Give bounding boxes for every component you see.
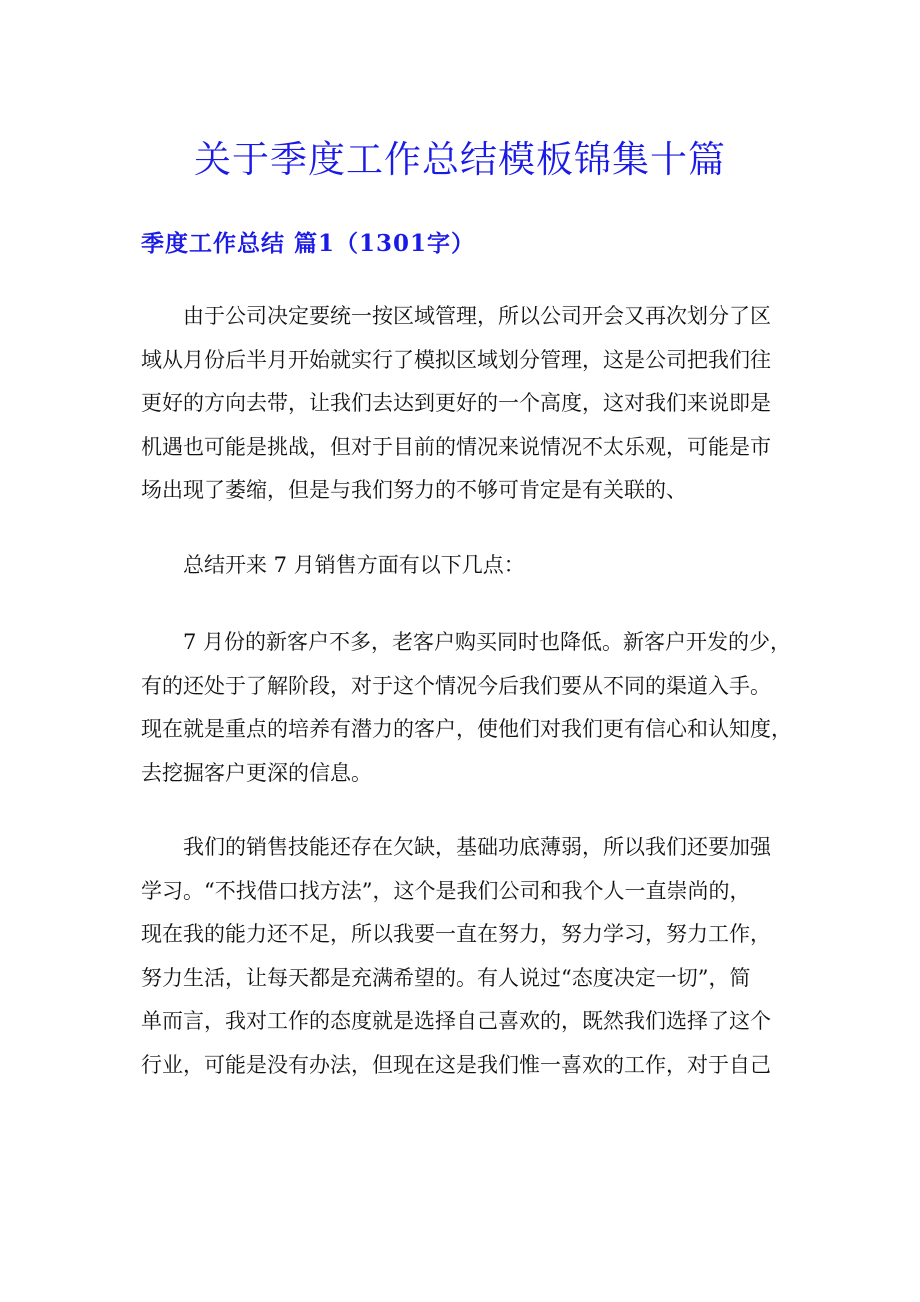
paragraph-line: 现在就是重点的培养有潜力的客户，使他们对我们更有信心和认知度， [141, 717, 792, 741]
paragraph-line: 行业，可能是没有办法，但现在这是我们惟一喜欢的工作，对于自己 [141, 1052, 771, 1077]
paragraph-4 [141, 826, 786, 1087]
paragraph-line: 域从月份后半月开始就实行了模拟区域划分管理，这是公司把我们往 [141, 347, 771, 372]
paragraph-line: 我们的销售技能还存在欠缺，基础功底薄弱，所以我们还要加强 [183, 835, 771, 859]
paragraph-line: 单而言，我对工作的态度就是选择自己喜欢的，既然我们选择了这个 [141, 1009, 771, 1033]
paragraph-line: 由于公司决定要统一按区域管理，所以公司开会又再次划分了区 [183, 304, 771, 328]
paragraph-line: 去挖掘客户更深的信息。 [141, 760, 372, 785]
paragraph-line: 有的还处于了解阶段，对于这个情况今后我们要从不同的渠道入手。 [141, 673, 771, 698]
paragraph-line: 总结开来 7 月销售方面有以下几点： [183, 553, 525, 577]
paragraph-2 [141, 544, 786, 588]
paragraph-line: 现在我的能力还不足，所以我要一直在努力，努力学习，努力工作， [141, 922, 771, 946]
paragraph-1 [141, 295, 786, 513]
paragraph-line: 场出现了萎缩，但是与我们努力的不够可肯定是有关联的、 [141, 478, 687, 502]
paragraph-line: 更好的方向去带，让我们去达到更好的一个高度，这对我们来说即是 [141, 391, 771, 415]
paragraph-line: 努力生活，让每天都是充满希望的。有人说过“态度决定一切”，简 [141, 965, 751, 990]
document-title: 关于季度工作总结模板锦集十篇 [194, 138, 726, 181]
paragraph-3 [141, 621, 792, 795]
section-heading: 季度工作总结 篇1（1301字） [141, 230, 476, 257]
paragraph-line: 机遇也可能是挑战，但对于目前的情况来说情况不太乐观，可能是市 [141, 434, 771, 459]
paragraph-line: 7 月份的新客户不多，老客户购买同时也降低。新客户开发的少， [183, 630, 792, 654]
paragraph-line: 学习。“不找借口找方法”，这个是我们公司和我个人一直崇尚的， [141, 878, 751, 903]
